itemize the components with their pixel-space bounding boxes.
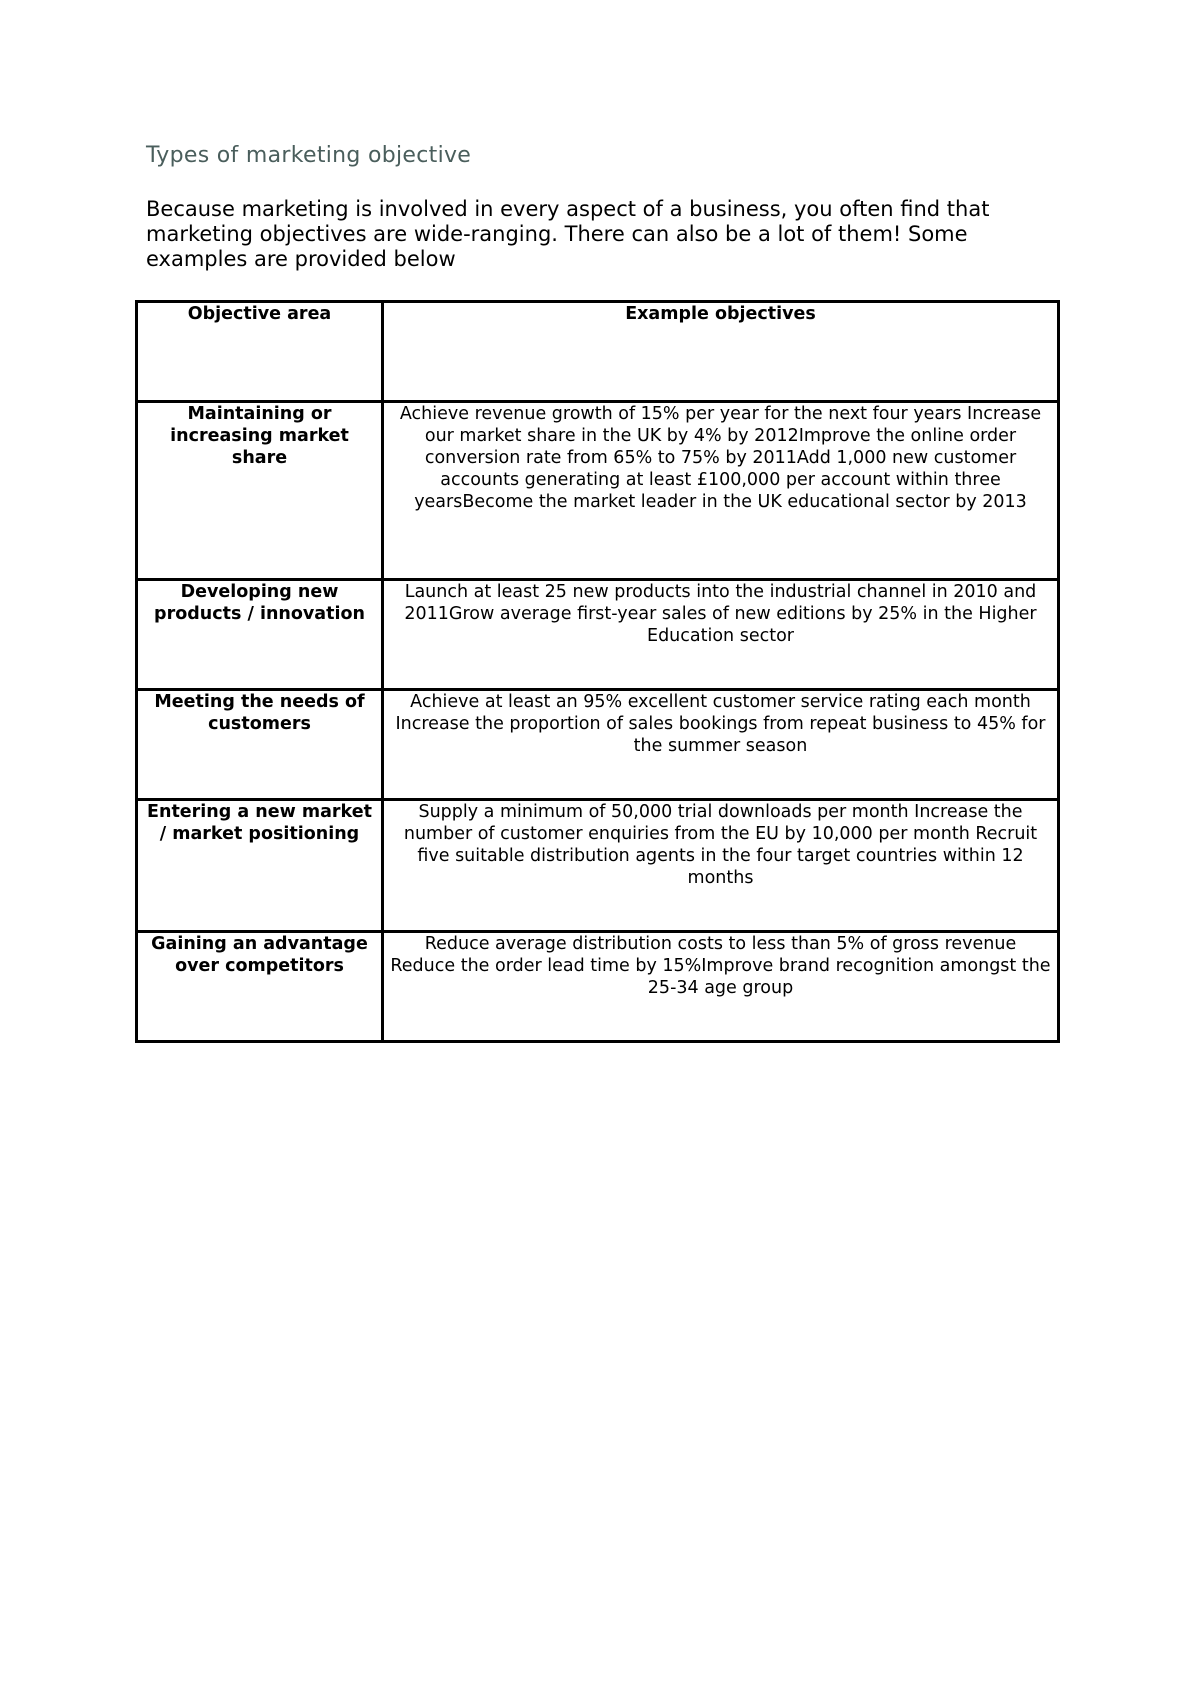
intro-paragraph: Because marketing is involved in every aspect of a business, you often find that marketing objectives are wide-ranging. There can also be a lot of them! Some examples are provided below	[146, 197, 990, 271]
example-objectives-cell: Achieve revenue growth of 15% per year for the next four years Increase our market share in the UK by 4% by 2012Improve the online order conversion rate from 65% to 75% by 2011Add 1,000 new customer accounts generating at least £100,000 per account within three yearsBecome the market leader in the UK educational sector by 2013	[383, 402, 1059, 580]
table-row	[137, 932, 1059, 1042]
objective-area-cell: Entering a new market / market positioning	[137, 800, 383, 932]
objective-area-cell: Gaining an advantage over competitors	[137, 932, 383, 1042]
table-row	[137, 580, 1059, 690]
table-header-row	[137, 302, 1059, 402]
table-row	[137, 690, 1059, 800]
example-objectives-cell: Reduce average distribution costs to less than 5% of gross revenue Reduce the order lead time by 15%Improve brand recognition amongst the 25-34 age group	[383, 932, 1059, 1042]
objective-area-cell: Meeting the needs of customers	[137, 690, 383, 800]
objectives-table	[135, 300, 1060, 1043]
objective-area-cell: Maintaining or increasing market share	[137, 402, 383, 580]
example-objectives-cell: Achieve at least an 95% excellent customer service rating each month Increase the proportion of sales bookings from repeat business to 45% for the summer season	[383, 690, 1059, 800]
column-header-objective-area: Objective area	[137, 302, 383, 402]
section-heading: Types of marketing objective	[146, 143, 472, 168]
column-header-example-objectives: Example objectives	[383, 302, 1059, 402]
table-row	[137, 402, 1059, 580]
objective-area-cell: Developing new products / innovation	[137, 580, 383, 690]
example-objectives-cell: Launch at least 25 new products into the industrial channel in 2010 and 2011Grow average first-year sales of new editions by 25% in the Higher Education sector	[383, 580, 1059, 690]
example-objectives-cell: Supply a minimum of 50,000 trial downloads per month Increase the number of customer enquiries from the EU by 10,000 per month Recruit five suitable distribution agents in the four target countries within 12 months	[383, 800, 1059, 932]
table-row	[137, 800, 1059, 932]
